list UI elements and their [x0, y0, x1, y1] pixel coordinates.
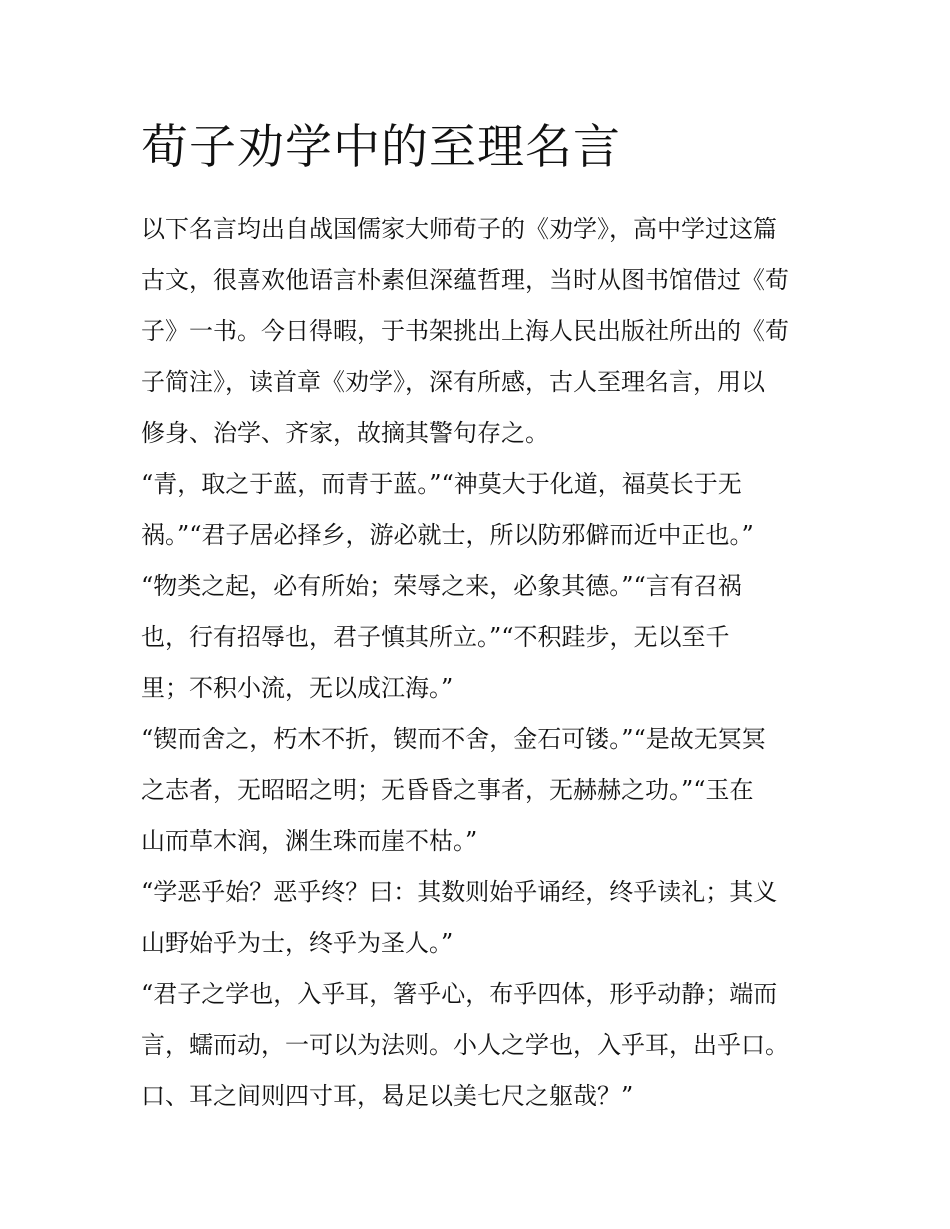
paragraph-quote-4: “学恶乎始？恶乎终？曰：其数则始乎诵经，终乎读礼；其义 山野始乎为士，终乎为圣人。”	[141, 878, 778, 957]
paragraph-intro: 以下名言均出自战国儒家大师荀子的《劝学》，高中学过这篇 古文，很喜欢他语言朴素但深蕴哲理，当时从图书馆借过《荀 子》一书。今日得暇，于书架挑出上海人民出版社所出的《荀 子简注》，读首章《劝学》，深有所感，古人至理名言，用以 修身、治学、齐家，故摘其警句存之。	[141, 215, 789, 447]
paragraph-quote-5: “君子之学也，入乎耳，箸乎心，布乎四体，形乎动静；端而 言，蠕而动，一可以为法则。小人之学也，入乎耳，出乎口。 口、耳之间则四寸耳，曷足以美七尺之躯哉？”	[141, 980, 789, 1110]
page-title: 荀子劝学中的至理名言	[141, 120, 621, 175]
paragraph-quote-3: “锲而舍之，朽木不折，锲而不舍，金石可镂。”“是故无冥冥 之志者，无昭昭之明；无昏昏之事者，无赫赫之功。”“玉在 山而草木润，渊生珠而崖不枯。”	[141, 725, 766, 855]
document-page	[141, 112, 831, 1122]
paragraph-quote-1: “青，取之于蓝，而青于蓝。”“神莫大于化道，福莫长于无 祸。”“君子居必择乡，游必就士，所以防邪僻而近中正也。”	[141, 470, 754, 549]
paragraph-quote-2: “物类之起，必有所始；荣辱之来，必象其德。”“言有召祸 也，行有招辱也，君子慎其所立。”“不积跬步，无以至千 里；不积小流，无以成江海。”	[141, 572, 742, 702]
